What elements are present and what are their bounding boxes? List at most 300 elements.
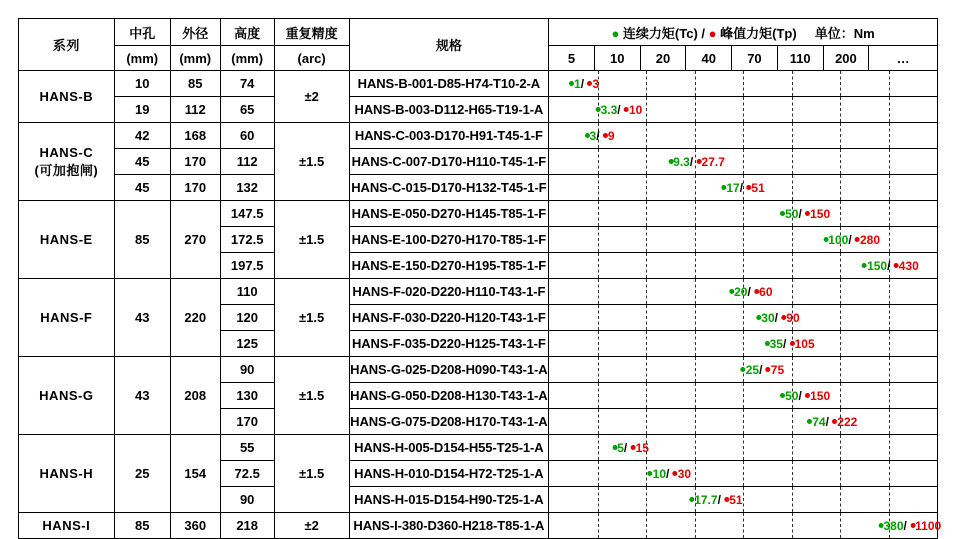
gridline bbox=[695, 97, 696, 122]
gridline bbox=[743, 435, 744, 460]
header-spec: 规格 bbox=[349, 19, 549, 71]
gridline bbox=[792, 461, 793, 486]
bore-cell: 42 bbox=[114, 123, 170, 149]
gridline bbox=[695, 253, 696, 278]
gridline bbox=[646, 97, 647, 122]
peak-torque-value: 90 bbox=[786, 310, 800, 325]
model-spec-cell: HANS-F-030-D220-H120-T43-1-F bbox=[349, 305, 549, 331]
axis-tick-70: 70 bbox=[732, 46, 778, 71]
gridline bbox=[695, 71, 696, 96]
gridline bbox=[695, 123, 696, 148]
torque-plot-cell bbox=[549, 253, 938, 279]
value-separator: / bbox=[747, 284, 755, 299]
continuous-torque-value: 25 bbox=[745, 362, 760, 377]
gridline bbox=[840, 513, 841, 538]
gridline bbox=[743, 331, 744, 356]
torque-plot bbox=[549, 123, 937, 148]
table-header-row-1 bbox=[19, 19, 938, 46]
header-accuracy: 重复精度 bbox=[274, 19, 349, 46]
peak-torque-value: 150 bbox=[810, 388, 831, 403]
bore-cell: 25 bbox=[114, 435, 170, 513]
gridline bbox=[889, 149, 890, 174]
torque-plot-cell bbox=[549, 305, 938, 331]
continuous-torque-value: 74 bbox=[812, 414, 826, 429]
torque-plot-cell bbox=[549, 383, 938, 409]
gridline bbox=[792, 149, 793, 174]
gridline bbox=[840, 123, 841, 148]
torque-marker bbox=[648, 468, 691, 480]
gridline bbox=[889, 123, 890, 148]
torque-plot-cell bbox=[549, 331, 938, 357]
torque-marker bbox=[741, 364, 784, 376]
height-cell: 132 bbox=[220, 175, 274, 201]
axis-tick-5: 5 bbox=[549, 46, 595, 71]
outer-diameter-cell: 168 bbox=[170, 123, 220, 149]
torque-plot-cell bbox=[549, 513, 942, 539]
header-height-unit: (mm) bbox=[220, 46, 274, 71]
series-note: (可加抱闸) bbox=[34, 162, 99, 178]
continuous-torque-value: 20 bbox=[734, 284, 748, 299]
height-cell: 72.5 bbox=[220, 461, 274, 487]
table-row bbox=[19, 513, 938, 539]
header-od-unit: (mm) bbox=[170, 46, 220, 71]
bore-cell: 19 bbox=[114, 97, 170, 123]
value-separator: / bbox=[739, 180, 747, 195]
value-separator: / bbox=[774, 310, 782, 325]
torque-plot bbox=[549, 175, 937, 200]
gridline bbox=[792, 97, 793, 122]
gridline bbox=[598, 201, 599, 226]
gridline bbox=[743, 97, 744, 122]
table-row bbox=[19, 175, 938, 201]
torque-plot-cell bbox=[549, 357, 938, 383]
continuous-torque-value: 9.3 bbox=[673, 154, 690, 169]
height-cell: 172.5 bbox=[220, 227, 274, 253]
gridline bbox=[598, 149, 599, 174]
gridline bbox=[695, 227, 696, 252]
torque-marker bbox=[807, 416, 857, 428]
gridline bbox=[840, 97, 841, 122]
continuous-torque-value: 380 bbox=[883, 518, 904, 533]
peak-torque-value: 51 bbox=[751, 180, 765, 195]
model-spec-cell: HANS-H-005-D154-H55-T25-1-A bbox=[349, 435, 549, 461]
height-cell: 120 bbox=[220, 305, 274, 331]
torque-marker bbox=[823, 234, 880, 246]
axis-tick-40: 40 bbox=[686, 46, 732, 71]
model-spec-cell: HANS-E-150-D270-H195-T85-1-F bbox=[349, 253, 549, 279]
accuracy-cell: ±2 bbox=[274, 71, 349, 123]
torque-marker bbox=[780, 208, 830, 220]
gridline bbox=[646, 331, 647, 356]
outer-diameter-cell: 112 bbox=[170, 97, 220, 123]
torque-marker bbox=[780, 390, 830, 402]
value-separator: / bbox=[580, 76, 588, 91]
table-row bbox=[19, 201, 938, 227]
model-spec-cell: HANS-H-015-D154-H90-T25-1-A bbox=[349, 487, 549, 513]
gridline bbox=[792, 435, 793, 460]
gridline bbox=[889, 461, 890, 486]
outer-diameter-cell: 270 bbox=[170, 201, 220, 279]
height-cell: 90 bbox=[220, 487, 274, 513]
gridline bbox=[889, 435, 890, 460]
torque-plot bbox=[549, 383, 937, 408]
torque-marker bbox=[612, 442, 649, 454]
value-separator: / bbox=[666, 466, 673, 481]
outer-diameter-cell: 220 bbox=[170, 279, 220, 357]
value-separator: / bbox=[623, 440, 631, 455]
model-spec-cell: HANS-F-035-D220-H125-T43-1-F bbox=[349, 331, 549, 357]
gridline bbox=[646, 123, 647, 148]
bore-cell: 43 bbox=[114, 357, 170, 435]
torque-marker bbox=[721, 182, 764, 194]
torque-plot bbox=[549, 253, 937, 278]
gridline bbox=[889, 357, 890, 382]
accuracy-cell: ±1.5 bbox=[274, 201, 349, 279]
gridline bbox=[695, 279, 696, 304]
continuous-torque-value: 3.3 bbox=[600, 102, 618, 117]
bore-cell: 43 bbox=[114, 279, 170, 357]
torque-plot bbox=[549, 97, 937, 122]
series-name-cell: HANS-E bbox=[19, 201, 115, 279]
model-spec-cell: HANS-F-020-D220-H110-T43-1-F bbox=[349, 279, 549, 305]
torque-plot bbox=[549, 461, 937, 486]
table-row bbox=[19, 279, 938, 305]
height-cell: 60 bbox=[220, 123, 274, 149]
peak-torque-value: 60 bbox=[759, 284, 773, 299]
height-cell: 110 bbox=[220, 279, 274, 305]
value-separator: / bbox=[798, 388, 806, 403]
height-cell: 55 bbox=[220, 435, 274, 461]
torque-plot-cell bbox=[549, 71, 938, 97]
model-spec-cell: HANS-C-007-D170-H110-T45-1-F bbox=[349, 149, 549, 175]
model-spec-cell: HANS-C-015-D170-H132-T45-1-F bbox=[349, 175, 549, 201]
gridline bbox=[743, 71, 744, 96]
height-cell: 74 bbox=[220, 71, 274, 97]
gridline bbox=[598, 175, 599, 200]
torque-plot-cell bbox=[549, 227, 938, 253]
value-separator: / bbox=[903, 518, 911, 533]
gridline bbox=[743, 305, 744, 330]
gridline bbox=[840, 253, 841, 278]
gridline bbox=[840, 383, 841, 408]
gridline bbox=[792, 409, 793, 434]
header-torque-title bbox=[549, 19, 938, 46]
model-spec-cell: HANS-G-075-D208-H170-T43-1-A bbox=[349, 409, 549, 435]
torque-plot-cell bbox=[549, 279, 938, 305]
gridline bbox=[743, 383, 744, 408]
peak-torque-value: 3 bbox=[592, 76, 600, 91]
torque-plot bbox=[549, 357, 937, 382]
accuracy-cell: ±1.5 bbox=[274, 435, 349, 513]
gridline bbox=[646, 149, 647, 174]
gridline bbox=[695, 513, 696, 538]
peak-torque-value: 222 bbox=[837, 414, 858, 429]
gridline bbox=[743, 461, 744, 486]
gridline bbox=[598, 383, 599, 408]
series-name-cell: HANS-F bbox=[19, 279, 115, 357]
table-row bbox=[19, 123, 938, 149]
model-spec-cell: HANS-C-003-D170-H91-T45-1-F bbox=[349, 123, 549, 149]
gridline bbox=[646, 227, 647, 252]
continuous-torque-value: 1 bbox=[574, 76, 581, 91]
value-separator: / bbox=[782, 336, 790, 351]
gridline bbox=[598, 331, 599, 356]
gridline bbox=[792, 123, 793, 148]
gridline bbox=[840, 461, 841, 486]
torque-plot-cell bbox=[549, 97, 938, 123]
accuracy-cell: ±1.5 bbox=[274, 357, 349, 435]
series-name-cell: HANS-H bbox=[19, 435, 115, 513]
gridline bbox=[889, 201, 890, 226]
torque-plot-cell bbox=[549, 409, 938, 435]
header-bore: 中孔 bbox=[114, 19, 170, 46]
torque-plot bbox=[549, 435, 937, 460]
gridline bbox=[792, 513, 793, 538]
torque-plot bbox=[549, 305, 937, 330]
series-name-cell: HANS-B bbox=[19, 71, 115, 123]
axis-tick-10: 10 bbox=[594, 46, 640, 71]
torque-plot bbox=[549, 513, 942, 538]
header-torque-continuous: 连续力矩(Tc) / bbox=[622, 25, 706, 41]
gridline bbox=[889, 331, 890, 356]
continuous-torque-value: 50 bbox=[785, 388, 799, 403]
axis-tick-110: 110 bbox=[777, 46, 823, 71]
outer-diameter-cell: 170 bbox=[170, 149, 220, 175]
continuous-torque-dot-icon: ● bbox=[611, 25, 620, 41]
gridline bbox=[889, 279, 890, 304]
header-series: 系列 bbox=[19, 19, 115, 71]
model-spec-cell: HANS-E-100-D270-H170-T85-1-F bbox=[349, 227, 549, 253]
gridline bbox=[889, 71, 890, 96]
gridline bbox=[792, 279, 793, 304]
gridline bbox=[598, 409, 599, 434]
value-separator: / bbox=[759, 362, 766, 377]
continuous-torque-value: 150 bbox=[867, 258, 888, 273]
specification-table bbox=[18, 18, 942, 539]
value-separator: / bbox=[798, 206, 806, 221]
table-row bbox=[19, 97, 938, 123]
gridline bbox=[695, 331, 696, 356]
continuous-torque-value: 35 bbox=[769, 336, 783, 351]
height-cell: 218 bbox=[220, 513, 274, 539]
torque-marker bbox=[689, 494, 742, 506]
gridline bbox=[743, 227, 744, 252]
torque-marker bbox=[756, 312, 799, 324]
bore-cell: 45 bbox=[114, 149, 170, 175]
axis-tick-20: 20 bbox=[640, 46, 686, 71]
torque-plot-cell bbox=[549, 123, 938, 149]
gridline bbox=[695, 409, 696, 434]
table-row bbox=[19, 357, 938, 383]
header-height: 高度 bbox=[220, 19, 274, 46]
gridline bbox=[743, 409, 744, 434]
peak-torque-value: 280 bbox=[859, 232, 881, 247]
outer-diameter-cell: 360 bbox=[170, 513, 220, 539]
gridline bbox=[695, 357, 696, 382]
torque-marker bbox=[668, 156, 725, 168]
gridline bbox=[646, 253, 647, 278]
gridline bbox=[840, 357, 841, 382]
torque-plot bbox=[549, 201, 937, 226]
height-cell: 197.5 bbox=[220, 253, 274, 279]
peak-torque-value: 9 bbox=[607, 128, 615, 143]
table-body bbox=[19, 19, 942, 539]
gridline bbox=[598, 253, 599, 278]
gridline bbox=[840, 201, 841, 226]
gridline bbox=[598, 513, 599, 538]
gridline bbox=[889, 227, 890, 252]
height-cell: 65 bbox=[220, 97, 274, 123]
torque-plot bbox=[549, 227, 937, 252]
height-cell: 130 bbox=[220, 383, 274, 409]
torque-plot-cell bbox=[549, 435, 938, 461]
value-separator: / bbox=[717, 492, 725, 507]
torque-plot bbox=[549, 71, 937, 96]
gridline bbox=[743, 513, 744, 538]
gridline bbox=[889, 97, 890, 122]
peak-torque-value: 150 bbox=[810, 206, 831, 221]
gridline bbox=[598, 227, 599, 252]
torque-marker bbox=[585, 130, 615, 142]
peak-torque-dot-icon: ● bbox=[708, 25, 717, 41]
bore-cell: 85 bbox=[114, 201, 170, 279]
series-name-cell: HANS-G bbox=[19, 357, 115, 435]
torque-marker bbox=[729, 286, 772, 298]
value-separator: / bbox=[689, 154, 697, 169]
gridline bbox=[646, 201, 647, 226]
gridline bbox=[695, 461, 696, 486]
model-spec-cell: HANS-E-050-D270-H145-T85-1-F bbox=[349, 201, 549, 227]
gridline bbox=[792, 253, 793, 278]
gridline bbox=[792, 357, 793, 382]
model-spec-cell: HANS-G-025-D208-H090-T43-1-A bbox=[349, 357, 549, 383]
peak-torque-value: 10 bbox=[628, 102, 643, 117]
header-accuracy-unit: (arc) bbox=[274, 46, 349, 71]
accuracy-cell: ±1.5 bbox=[274, 279, 349, 357]
torque-plot-cell bbox=[549, 201, 938, 227]
series-name-cell: HANS-I bbox=[19, 513, 115, 539]
gridline bbox=[695, 175, 696, 200]
header-torque-peak: 峰值力矩(Tp) bbox=[720, 25, 797, 41]
continuous-torque-value: 30 bbox=[761, 310, 775, 325]
torque-plot-cell bbox=[549, 487, 938, 513]
gridline bbox=[695, 435, 696, 460]
continuous-torque-value: 50 bbox=[785, 206, 799, 221]
gridline bbox=[598, 279, 599, 304]
model-spec-cell: HANS-B-001-D85-H74-T10-2-A bbox=[349, 71, 549, 97]
table-row bbox=[19, 71, 938, 97]
torque-plot-cell bbox=[549, 175, 938, 201]
peak-torque-value: 105 bbox=[794, 336, 815, 351]
continuous-torque-value: 17 bbox=[726, 180, 740, 195]
gridline bbox=[743, 149, 744, 174]
gridline bbox=[695, 383, 696, 408]
peak-torque-value: 30 bbox=[677, 466, 692, 481]
gridline bbox=[889, 305, 890, 330]
gridline bbox=[598, 435, 599, 460]
gridline bbox=[598, 461, 599, 486]
value-separator: / bbox=[848, 232, 855, 247]
torque-marker bbox=[878, 520, 941, 532]
gridline bbox=[889, 175, 890, 200]
accuracy-cell: ±1.5 bbox=[274, 123, 349, 201]
continuous-torque-value: 3 bbox=[589, 128, 597, 143]
gridline bbox=[646, 279, 647, 304]
gridline bbox=[646, 513, 647, 538]
header-bore-unit: (mm) bbox=[114, 46, 170, 71]
outer-diameter-cell: 208 bbox=[170, 357, 220, 435]
value-separator: / bbox=[596, 128, 603, 143]
peak-torque-value: 27.7 bbox=[701, 154, 725, 169]
gridline bbox=[695, 305, 696, 330]
outer-diameter-cell: 154 bbox=[170, 435, 220, 513]
accuracy-cell: ±2 bbox=[274, 513, 349, 539]
gridline bbox=[792, 227, 793, 252]
torque-plot-cell bbox=[549, 149, 938, 175]
gridline bbox=[840, 435, 841, 460]
torque-marker bbox=[862, 260, 919, 272]
torque-marker bbox=[596, 104, 643, 116]
peak-torque-value: 75 bbox=[770, 362, 785, 377]
peak-torque-value: 1100 bbox=[915, 518, 942, 533]
axis-tick-200: 200 bbox=[823, 46, 869, 71]
gridline bbox=[646, 71, 647, 96]
value-separator: / bbox=[887, 258, 894, 273]
height-cell: 147.5 bbox=[220, 201, 274, 227]
model-spec-cell: HANS-I-380-D360-H218-T85-1-A bbox=[349, 513, 549, 539]
peak-torque-value: 51 bbox=[729, 492, 743, 507]
model-spec-cell: HANS-B-003-D112-H65-T19-1-A bbox=[349, 97, 549, 123]
gridline bbox=[743, 201, 744, 226]
header-od: 外径 bbox=[170, 19, 220, 46]
gridline bbox=[840, 279, 841, 304]
bore-cell: 10 bbox=[114, 71, 170, 97]
model-spec-cell: HANS-G-050-D208-H130-T43-1-A bbox=[349, 383, 549, 409]
gridline bbox=[598, 305, 599, 330]
table-row bbox=[19, 435, 938, 461]
gridline bbox=[792, 175, 793, 200]
outer-diameter-cell: 85 bbox=[170, 71, 220, 97]
gridline bbox=[840, 305, 841, 330]
gridline bbox=[646, 175, 647, 200]
torque-plot bbox=[549, 279, 937, 304]
gridline bbox=[889, 409, 890, 434]
torque-marker bbox=[765, 338, 815, 350]
model-spec-cell: HANS-H-010-D154-H72-T25-1-A bbox=[349, 461, 549, 487]
gridline bbox=[695, 201, 696, 226]
height-cell: 90 bbox=[220, 357, 274, 383]
torque-plot bbox=[549, 149, 937, 174]
gridline bbox=[743, 123, 744, 148]
continuous-torque-value: 17.7 bbox=[694, 492, 718, 507]
torque-marker bbox=[569, 78, 599, 90]
outer-diameter-cell: 170 bbox=[170, 175, 220, 201]
gridline bbox=[840, 149, 841, 174]
gridline bbox=[792, 71, 793, 96]
height-cell: 170 bbox=[220, 409, 274, 435]
gridline bbox=[646, 305, 647, 330]
gridline bbox=[646, 409, 647, 434]
value-separator: / bbox=[617, 102, 624, 117]
height-cell: 125 bbox=[220, 331, 274, 357]
gridline bbox=[743, 253, 744, 278]
continuous-torque-value: 5 bbox=[617, 440, 624, 455]
height-cell: 112 bbox=[220, 149, 274, 175]
gridline bbox=[889, 383, 890, 408]
continuous-torque-value: 100 bbox=[828, 232, 849, 247]
gridline bbox=[840, 175, 841, 200]
peak-torque-value: 15 bbox=[635, 440, 649, 455]
